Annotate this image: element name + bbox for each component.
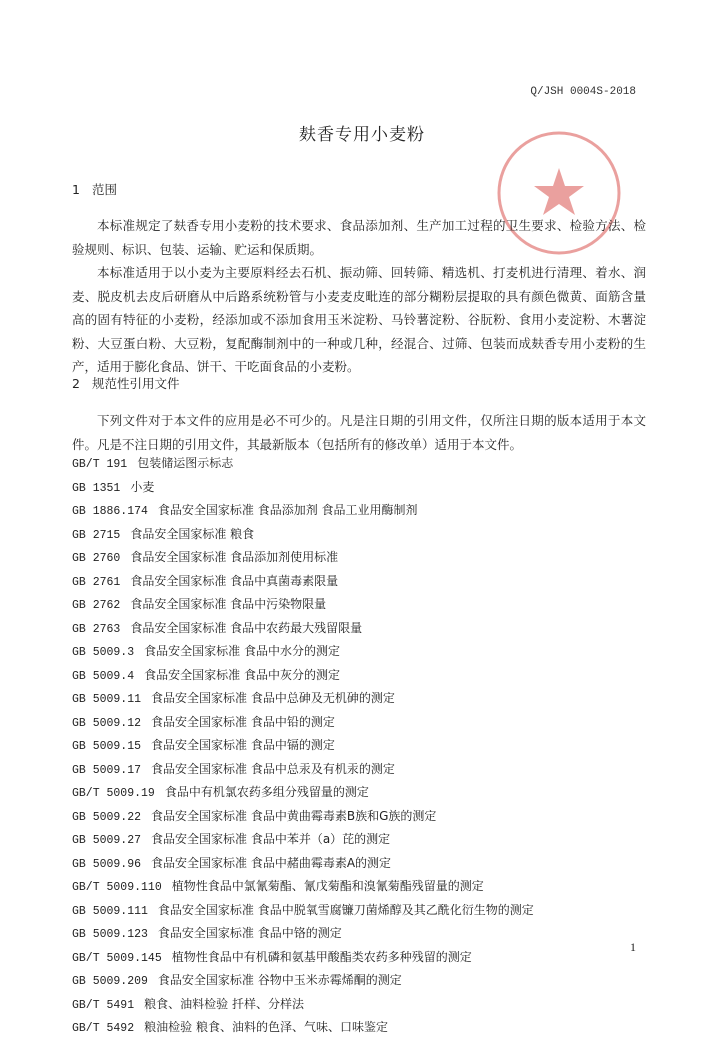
section-heading-scope — [72, 180, 117, 198]
reference-title: 植物性食品中有机磷和氨基甲酸酯类农药多种残留的测定 — [171, 949, 472, 964]
reference-title: 食品安全国家标准 食品中真菌毒素限量 — [130, 573, 339, 588]
reference-code: GB/T 5491 — [72, 998, 135, 1012]
reference-title: 食品安全国家标准 食品中总砷及无机砷的测定 — [151, 691, 395, 705]
list-item — [72, 805, 534, 829]
reference-code: GB/T 191 — [72, 458, 128, 471]
reference-title: 食品安全国家标准 粮食 — [130, 526, 255, 541]
list-item — [72, 499, 534, 523]
reference-title: 植物性食品中氯氰菊酯、氰戊菊酯和溴氰菊酯残留量的测定 — [171, 879, 484, 893]
reference-title: 食品安全国家标准 食品中铅的测定 — [151, 714, 335, 729]
reference-title: 食品安全国家标准 食品中灰分的测定 — [144, 667, 340, 682]
reference-code: GB 1886.174 — [72, 505, 148, 518]
reference-title: 粮食、油料检验 扦样、分样法 — [144, 996, 304, 1011]
list-item — [72, 828, 534, 852]
reference-title: 食品安全国家标准 食品中总汞及有机汞的测定 — [151, 761, 395, 776]
reference-title: 食品安全国家标准 食品添加剂使用标准 — [130, 550, 339, 564]
list-item — [72, 476, 534, 500]
list-item — [72, 452, 534, 476]
reference-title: 食品安全国家标准 食品中脱氧雪腐镰刀菌烯醇及其乙酰化衍生物的测定 — [157, 902, 534, 917]
reference-code: GB/T 5009.145 — [72, 951, 162, 965]
scope-paragraph-2: 本标准适用于以小麦为主要原料经去石机、振动筛、回转筛、精选机、打麦机进行清理、着水、润麦、脱皮机去皮后研磨从中后路系统粉管与小麦麦皮毗连的部分糊粉层提取的具有颜色微黄、面筋含量高的固有特征的小麦粉，经添加或不添加食用玉米淀粉、马铃薯淀粉、谷朊粉、食用小麦淀粉、木薯淀粉、大豆蛋白粉、大豆粉，复配酶制剂中的一种或几种，经混合、过筛、包装而成麸香专用小麦粉的生产，适用于膨化食品、饼干、干吃面食品的小麦粉。 — [72, 265, 646, 374]
reference-title: 包装储运图示标志 — [137, 456, 234, 470]
section-number: 1 — [72, 182, 80, 197]
reference-code: GB/T 5009.110 — [72, 881, 162, 894]
list-item — [72, 640, 534, 664]
reference-title: 食品安全国家标准 食品中水分的测定 — [144, 644, 340, 658]
reference-code: GB 5009.209 — [72, 975, 148, 988]
reference-code: GB 1351 — [72, 481, 121, 495]
reference-title: 食品安全国家标准 食品中黄曲霉毒素B族和G族的测定 — [151, 808, 437, 823]
list-item — [72, 875, 534, 899]
list-item — [72, 969, 534, 993]
reference-title: 食品安全国家标准 谷物中玉米赤霉烯酮的测定 — [157, 973, 402, 987]
list-item — [72, 781, 534, 805]
list-item — [72, 922, 534, 946]
list-item — [72, 734, 534, 758]
list-item — [72, 852, 534, 876]
reference-title: 食品安全国家标准 食品中铬的测定 — [157, 926, 342, 940]
reference-code: GB/T 5492 — [72, 1022, 135, 1035]
star-icon — [534, 168, 584, 215]
list-item — [72, 523, 534, 547]
list-item — [72, 570, 534, 594]
reference-code: GB 2763 — [72, 622, 121, 636]
reference-title: 食品中有机氯农药多组分残留量的测定 — [164, 785, 369, 799]
standard-code: Q/JSH 0004S-2018 — [530, 86, 636, 98]
section-title: 规范性引用文件 — [91, 376, 180, 391]
list-item — [72, 711, 534, 735]
reference-title: 食品安全国家标准 食品中污染物限量 — [130, 597, 327, 611]
reference-code: GB 5009.11 — [72, 693, 142, 706]
references-intro-paragraph: 下列文件对于本文件的应用是必不可少的。凡是注日期的引用文件，仅所注日期的版本适用于本文件。凡是不注日期的引用文件，其最新版本（包括所有的修改单）适用于本文件。 — [72, 413, 646, 452]
reference-title: 食品安全国家标准 食品中镉的测定 — [151, 738, 335, 752]
reference-code: GB 5009.3 — [72, 646, 135, 659]
reference-code: GB 5009.15 — [72, 740, 142, 753]
reference-code: GB 5009.17 — [72, 763, 142, 777]
reference-code: GB 5009.123 — [72, 928, 148, 941]
reference-code: GB 5009.27 — [72, 834, 142, 847]
list-item — [72, 758, 534, 782]
scope-paragraph-1: 本标准规定了麸香专用小麦粉的技术要求、食品添加剂、生产加工过程的卫生要求、检验方法、检验规则、标识、包装、运输、贮运和保质期。 — [72, 218, 646, 257]
reference-code: GB 2762 — [72, 599, 121, 612]
reference-code: GB 5009.12 — [72, 716, 142, 730]
list-item — [72, 546, 534, 570]
reference-title: 粮油检验 粮食、油料的色泽、气味、口味鉴定 — [144, 1020, 388, 1034]
list-item — [72, 946, 534, 970]
list-item — [72, 664, 534, 688]
list-item — [72, 617, 534, 641]
reference-code: GB 2715 — [72, 528, 121, 542]
list-item — [72, 993, 534, 1017]
page-number: 1 — [630, 940, 636, 954]
list-item — [72, 593, 534, 617]
document-title: 麸香专用小麦粉 — [299, 125, 425, 145]
reference-code: GB 2760 — [72, 552, 121, 565]
reference-title: 食品安全国家标准 食品添加剂 食品工业用酶制剂 — [157, 503, 418, 517]
list-item — [72, 899, 534, 923]
reference-code: GB 5009.22 — [72, 810, 142, 824]
reference-title: 小麦 — [130, 479, 155, 494]
reference-code: GB 5009.4 — [72, 669, 135, 683]
reference-code: GB 5009.96 — [72, 857, 142, 871]
reference-list — [72, 452, 534, 1040]
reference-title: 食品安全国家标准 食品中农药最大残留限量 — [130, 620, 363, 635]
section-number: 2 — [72, 376, 80, 391]
reference-code: GB/T 5009.19 — [72, 787, 155, 800]
section-heading-references — [72, 374, 180, 392]
reference-title: 食品安全国家标准 食品中赭曲霉毒素A的测定 — [151, 855, 392, 870]
reference-code: GB 2761 — [72, 575, 121, 589]
list-item — [72, 687, 534, 711]
reference-code: GB 5009.111 — [72, 904, 148, 918]
list-item — [72, 1016, 534, 1040]
section-title: 范围 — [91, 182, 117, 197]
reference-title: 食品安全国家标准 食品中苯并（a）芘的测定 — [151, 832, 391, 846]
